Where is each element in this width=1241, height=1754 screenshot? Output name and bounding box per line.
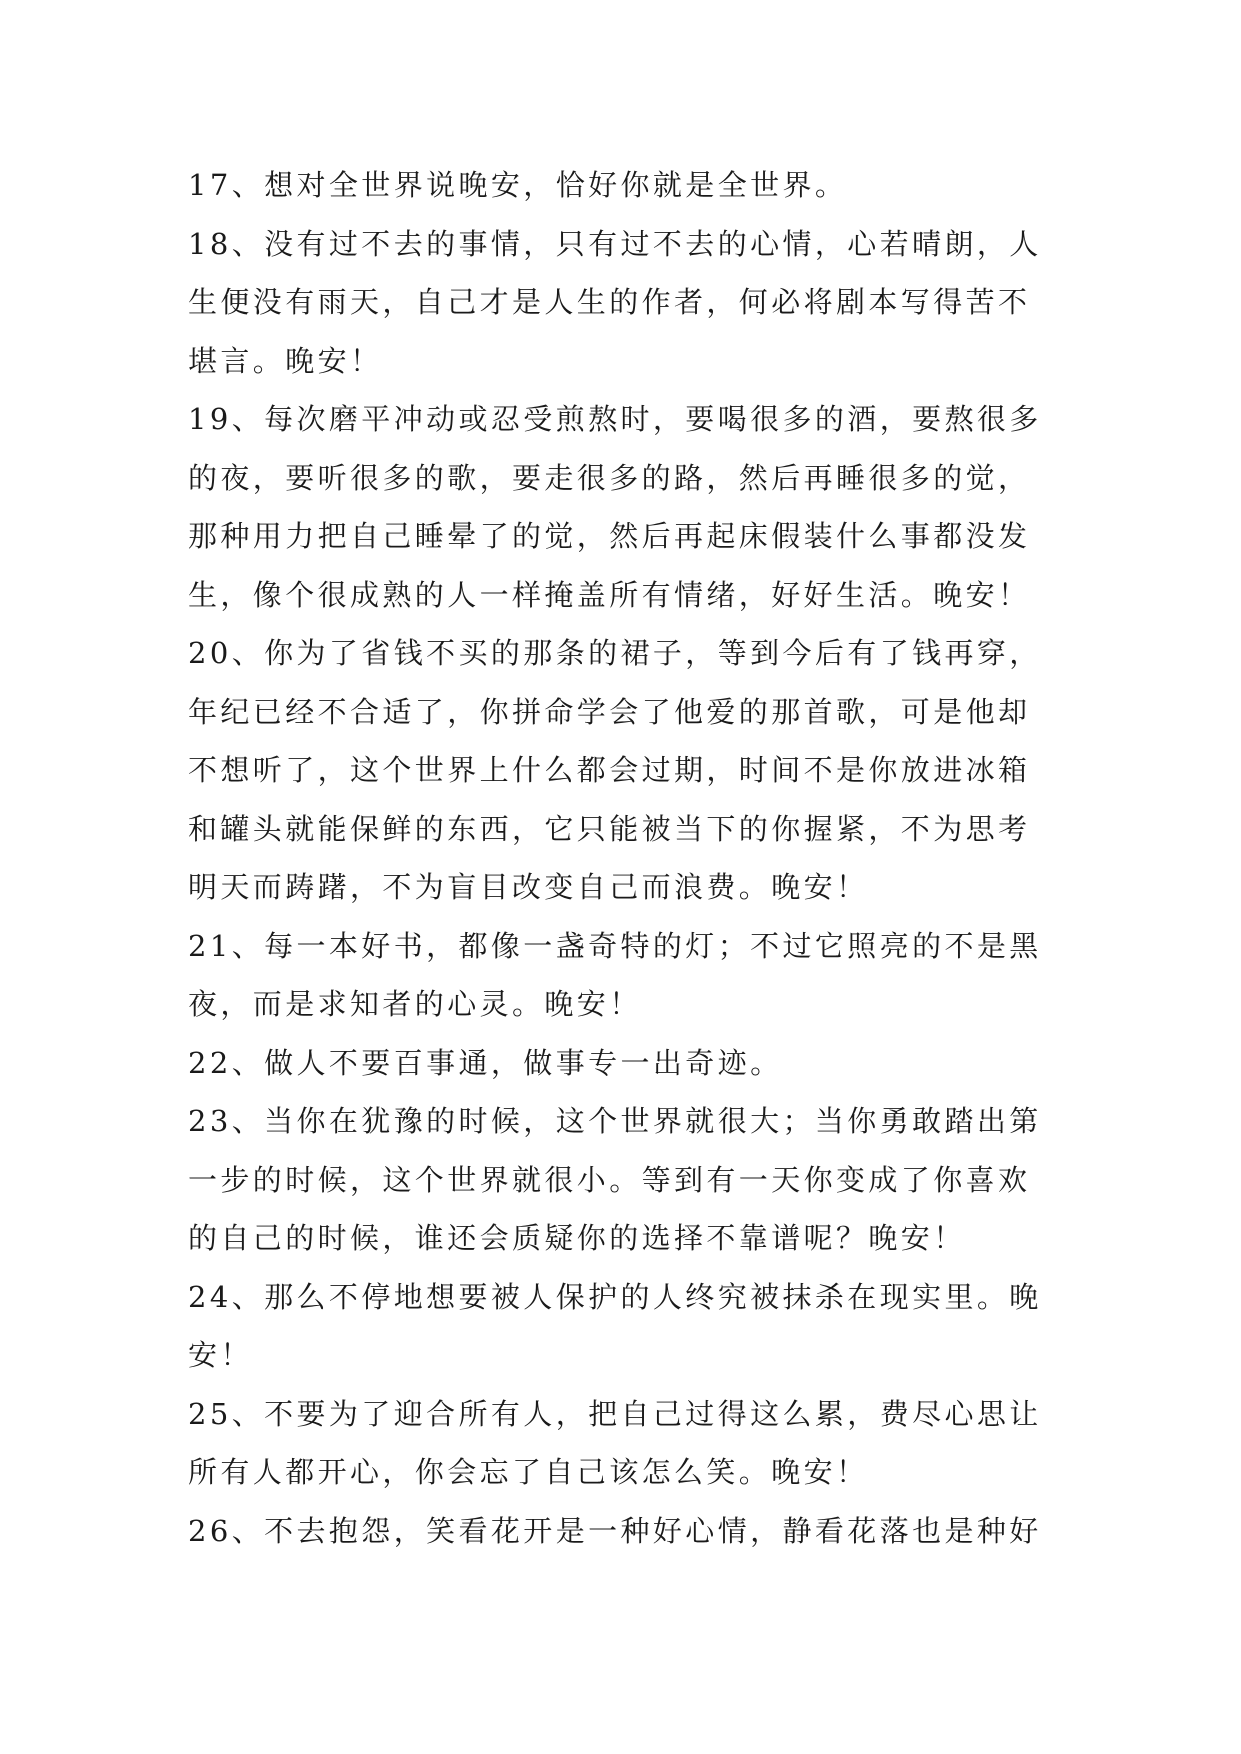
text-line: 的夜，要听很多的歌，要走很多的路，然后再睡很多的觉， [188, 460, 1031, 495]
text-line: 23、当你在犹豫的时候，这个世界就很大；当你勇敢踏出第 [188, 1104, 1042, 1138]
text-line: 17、想对全世界说晚安，恰好你就是全世界。 [188, 168, 848, 202]
text-line: 一步的时候，这个世界就很小。等到有一天你变成了你喜欢 [188, 1162, 1031, 1197]
text-line: 26、不去抱怨，笑看花开是一种好心情，静看花落也是种好 [188, 1513, 1042, 1548]
text-line: 24、那么不停地想要被人保护的人终究被抹杀在现实里。晚 [188, 1279, 1042, 1314]
text-line: 不想听了，这个世界上什么都会过期，时间不是你放进冰箱 [188, 753, 1031, 787]
text-line: 堪言。晚安！ [188, 343, 383, 378]
text-line: 18、没有过不去的事情，只有过不去的心情，心若晴朗，人 [188, 226, 1042, 261]
text-line: 22、做人不要百事通，做事专一出奇迹。 [188, 1045, 783, 1080]
text-line: 年纪已经不合适了，你拼命学会了他爱的那首歌，可是他却 [188, 694, 1031, 729]
text-line: 那种用力把自己睡晕了的觉，然后再起床假装什么事都没发 [188, 519, 1031, 553]
text-line: 安！ [188, 1338, 253, 1372]
text-line: 和罐头就能保鲜的东西，它只能被当下的你握紧，不为思考 [188, 811, 1031, 846]
text-line: 夜，而是求知者的心灵。晚安！ [188, 987, 642, 1021]
text-line: 21、每一本好书，都像一盏奇特的灯；不过它照亮的不是黑 [188, 928, 1042, 963]
text-line: 生便没有雨天，自己才是人生的作者，何必将剧本写得苦不 [188, 285, 1031, 319]
text-line: 19、每次磨平冲动或忍受煎熬时，要喝很多的酒，要熬很多 [188, 402, 1042, 436]
text-line: 20、你为了省钱不买的那条的裙子，等到今后有了钱再穿， [188, 636, 1042, 670]
text-line: 25、不要为了迎合所有人，把自己过得这么累，费尽心思让 [188, 1396, 1042, 1431]
text-line: 的自己的时候，谁还会质疑你的选择不靠谱呢？晚安！ [188, 1221, 966, 1255]
text-line: 所有人都开心，你会忘了自己该怎么笑。晚安！ [188, 1455, 869, 1489]
text-line: 明天而踌躇，不为盲目改变自己而浪费。晚安！ [188, 870, 869, 904]
text-line: 生，像个很成熟的人一样掩盖所有情绪，好好生活。晚安！ [188, 577, 1031, 612]
document-body [188, 156, 1076, 1560]
